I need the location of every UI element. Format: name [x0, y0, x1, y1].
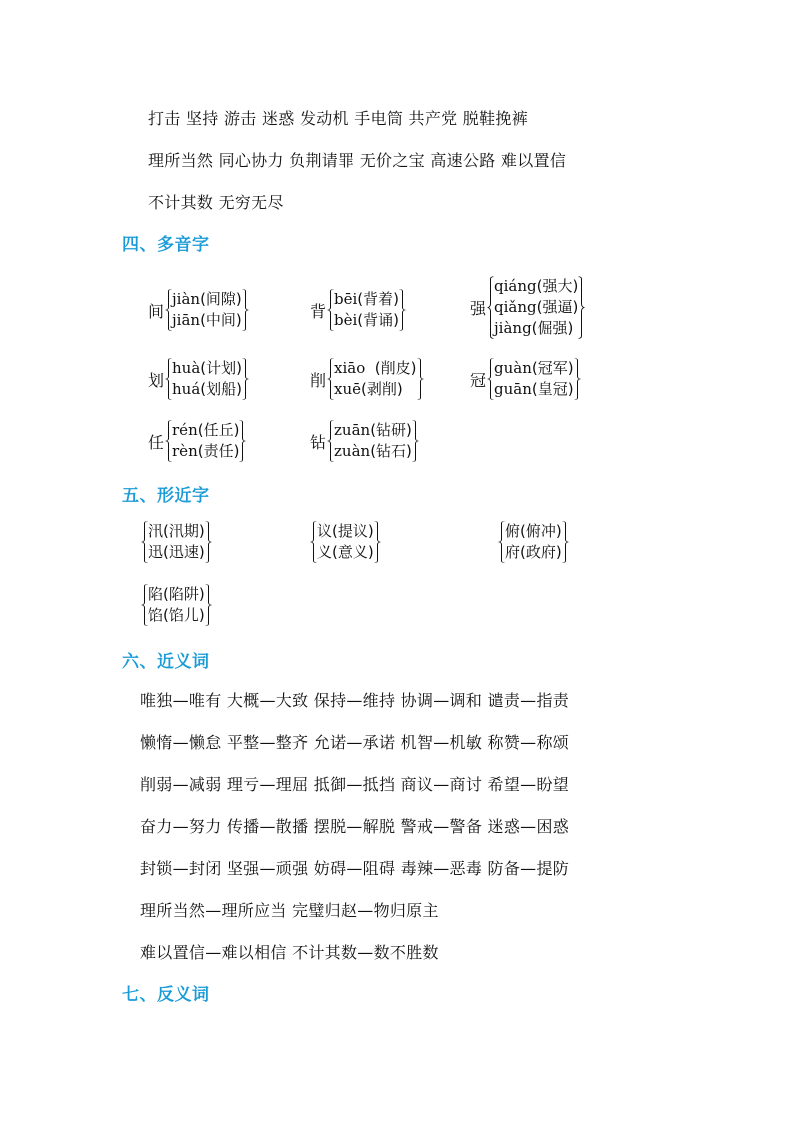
polyphonic-char: 间 — [148, 301, 165, 321]
similar-char-brace — [498, 521, 569, 563]
pinyin: qiǎng — [494, 298, 537, 316]
similar-char-brace — [141, 521, 212, 563]
example-word: (背着) — [357, 290, 400, 308]
left-brace-icon — [487, 358, 494, 400]
similar-char-group — [141, 584, 212, 626]
example-word: (钻研) — [370, 421, 412, 439]
similar-char-group — [498, 521, 569, 563]
right-brace-icon — [562, 521, 569, 563]
polyphonic-entry — [172, 358, 242, 379]
polyphonic-entry — [334, 310, 399, 331]
polyphonic-entry — [172, 420, 239, 441]
polyphonic-group — [310, 358, 424, 400]
example-word: (剥削) — [361, 380, 403, 398]
polyphonic-entry — [172, 379, 242, 400]
pinyin: jiàng — [494, 319, 532, 337]
right-brace-icon — [399, 289, 406, 331]
right-brace-icon — [417, 358, 424, 400]
pinyin: bèi — [334, 311, 358, 329]
polyphonic-char: 钻 — [310, 432, 327, 452]
similar-char-entry: 府(政府) — [505, 543, 562, 561]
left-brace-icon — [310, 521, 317, 563]
section-heading-similar-chars: 五、形近字 — [122, 486, 210, 506]
pinyin: jiān — [172, 311, 201, 329]
polyphonic-char: 任 — [148, 432, 165, 452]
polyphonic-entry — [494, 379, 574, 400]
pinyin: xuē — [334, 380, 362, 398]
left-brace-icon — [141, 584, 148, 626]
example-word: (倔强) — [531, 319, 574, 337]
example-word: (计划) — [200, 359, 242, 377]
polyphonic-char: 强 — [470, 299, 487, 318]
example-word: (强大) — [536, 277, 579, 295]
similar-char-group — [141, 521, 212, 563]
pinyin: zuàn — [334, 442, 371, 460]
pinyin: rén — [172, 421, 198, 439]
similar-char-entry: 义(意义) — [317, 543, 374, 561]
left-brace-icon — [327, 420, 334, 462]
word-line-2: 理所当然 同心协力 负荆请罪 无价之宝 高速公路 难以置信 — [148, 151, 567, 170]
example-word: (强逼) — [536, 298, 579, 316]
polyphonic-group — [310, 420, 419, 462]
section-heading-polyphonic: 四、多音字 — [122, 235, 210, 255]
polyphonic-brace — [165, 358, 249, 400]
synonym-line-4: 奋力—努力 传播—散播 摆脱—解脱 警戒—警备 迷惑—困惑 — [140, 817, 570, 836]
similar-char-entry: 迅(迅速) — [148, 543, 205, 561]
right-brace-icon — [374, 521, 381, 563]
right-brace-icon — [412, 420, 419, 462]
polyphonic-brace — [487, 358, 581, 400]
synonym-line-1: 唯独—唯有 大概—大致 保持—维持 协调—调和 谴责—指责 — [140, 691, 570, 710]
similar-char-entry: 汛(汛期) — [148, 522, 205, 540]
left-brace-icon — [141, 521, 148, 563]
polyphonic-entry — [494, 297, 578, 318]
polyphonic-entry — [334, 358, 416, 379]
polyphonic-group — [148, 289, 249, 331]
similar-char-entry: 议(提议) — [317, 522, 374, 540]
polyphonic-group — [148, 358, 249, 400]
polyphonic-char: 削 — [310, 370, 327, 390]
polyphonic-entry — [334, 420, 412, 441]
left-brace-icon — [165, 289, 172, 331]
pinyin: jiàn — [172, 290, 201, 308]
right-brace-icon — [242, 358, 249, 400]
similar-char-entry: 俯(俯冲) — [505, 522, 562, 540]
example-word: (冠军) — [531, 359, 574, 377]
example-word: (皇冠) — [531, 380, 574, 398]
section-heading-antonyms: 七、反义词 — [122, 985, 210, 1005]
section-heading-synonyms: 六、近义词 — [122, 652, 210, 672]
polyphonic-brace — [327, 420, 419, 462]
polyphonic-entry — [494, 276, 578, 297]
word-line-1: 打击 坚持 游击 迷惑 发动机 手电筒 共产党 脱鞋挽裤 — [148, 109, 529, 128]
example-word: (中间) — [200, 311, 242, 329]
right-brace-icon — [242, 289, 249, 331]
polyphonic-entry — [494, 318, 578, 339]
example-word: (责任) — [197, 442, 240, 460]
word-line-3: 不计其数 无穷无尽 — [148, 193, 284, 212]
polyphonic-group — [310, 289, 406, 331]
similar-char-group — [310, 521, 381, 563]
polyphonic-entry — [334, 379, 416, 400]
left-brace-icon — [165, 420, 172, 462]
example-word: (背诵) — [357, 311, 400, 329]
similar-char-brace — [310, 521, 381, 563]
synonym-line-5: 封锁—封闭 坚强—顽强 妨碍—阻碍 毒辣—恶毒 防备—提防 — [140, 859, 570, 878]
polyphonic-char: 冠 — [470, 370, 487, 390]
example-word: (削皮) — [365, 359, 417, 377]
left-brace-icon — [165, 358, 172, 400]
pinyin: bēi — [334, 290, 358, 308]
polyphonic-entry — [334, 441, 412, 462]
example-word: (划船) — [200, 380, 242, 398]
right-brace-icon — [205, 584, 212, 626]
right-brace-icon — [239, 420, 246, 462]
left-brace-icon — [487, 276, 494, 339]
polyphonic-entry — [172, 441, 239, 462]
polyphonic-entry — [494, 358, 574, 379]
pinyin: huà — [172, 359, 201, 377]
pinyin: zuān — [334, 421, 371, 439]
example-word: (钻石) — [370, 442, 412, 460]
polyphonic-char: 划 — [148, 370, 165, 390]
similar-char-entry: 陷(陷阱) — [148, 585, 205, 603]
left-brace-icon — [498, 521, 505, 563]
polyphonic-entry — [172, 310, 242, 331]
pinyin: qiáng — [494, 277, 537, 295]
synonym-line-2: 懒惰—懒怠 平整—整齐 允诺—承诺 机智—机敏 称赞—称颂 — [140, 733, 570, 752]
pinyin: huá — [172, 380, 201, 398]
example-word: (任丘) — [197, 421, 240, 439]
synonym-line-7: 难以置信—难以相信 不计其数—数不胜数 — [140, 943, 439, 962]
polyphonic-brace — [165, 420, 246, 462]
pinyin: rèn — [172, 442, 198, 460]
polyphonic-brace — [487, 276, 585, 339]
example-word: (间隙) — [200, 290, 242, 308]
polyphonic-char: 背 — [310, 301, 327, 321]
left-brace-icon — [327, 358, 334, 400]
pinyin: guàn — [494, 359, 532, 377]
synonym-line-6: 理所当然—理所应当 完璧归赵—物归原主 — [140, 901, 439, 920]
pinyin: guān — [494, 380, 532, 398]
similar-char-entry: 馅(馅儿) — [148, 606, 205, 624]
synonym-line-3: 削弱—减弱 理亏—理屈 抵御—抵挡 商议—商讨 希望—盼望 — [140, 775, 570, 794]
left-brace-icon — [327, 289, 334, 331]
right-brace-icon — [574, 358, 581, 400]
polyphonic-entry — [172, 289, 242, 310]
polyphonic-brace — [327, 358, 423, 400]
polyphonic-group — [148, 420, 246, 462]
right-brace-icon — [578, 276, 585, 339]
polyphonic-entry — [334, 289, 399, 310]
polyphonic-group — [470, 358, 581, 400]
polyphonic-group — [470, 276, 585, 339]
polyphonic-brace — [327, 289, 406, 331]
right-brace-icon — [205, 521, 212, 563]
pinyin: xiāo — [334, 359, 366, 377]
similar-char-brace — [141, 584, 212, 626]
polyphonic-brace — [165, 289, 249, 331]
